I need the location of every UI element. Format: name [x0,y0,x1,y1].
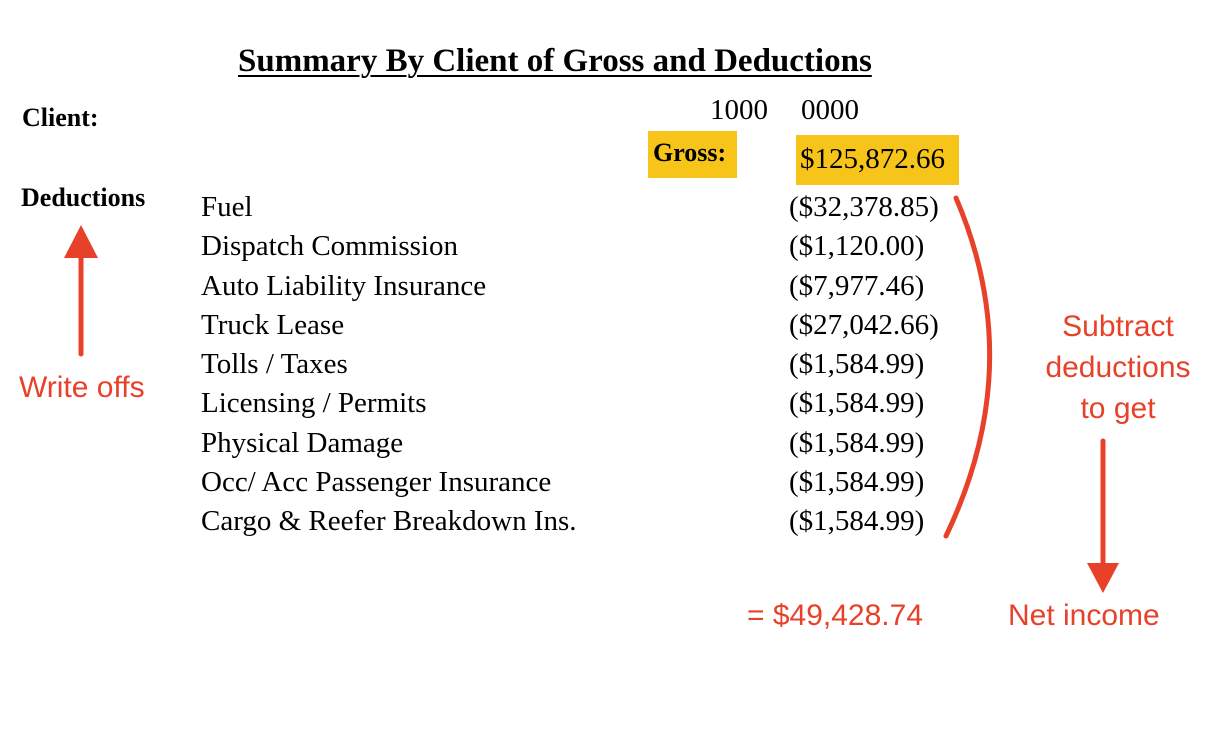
deduction-name: Cargo & Reefer Breakdown Ins. [201,505,577,538]
net-result-value: = $49,428.74 [747,599,924,632]
net-income-arrow-icon [1087,441,1119,593]
deduction-row-tolls-taxes [201,348,961,387]
deduction-name: Physical Damage [201,426,404,459]
deduction-row-fuel [201,191,961,230]
deduction-amount: ($1,584.99) [789,348,925,381]
subtract-note-line: Subtract [1062,310,1174,343]
deduction-amount: ($1,584.99) [789,426,925,459]
deduction-list [201,191,961,545]
deduction-name: Truck Lease [201,308,345,341]
deduction-amount: ($1,584.99) [789,505,925,538]
deduction-amount: ($27,042.66) [789,308,939,341]
deduction-amount: ($1,120.00) [789,230,925,263]
deduction-amount: ($1,584.99) [789,466,925,499]
deduction-amount: ($32,378.85) [789,191,939,223]
deduction-name: Licensing / Permits [201,387,427,420]
deduction-amount: ($1,584.99) [789,387,925,420]
subtract-note-line: to get [1080,392,1156,425]
write-offs-arrow-icon [64,225,98,354]
deduction-name: Dispatch Commission [201,230,458,263]
page-title: Summary By Client of Gross and Deductions [238,43,872,79]
deductions-label: Deductions [21,183,146,212]
deduction-amount: ($7,977.46) [789,269,925,302]
deduction-row-physical-damage [201,427,961,466]
client-label: Client: [22,103,99,132]
subtract-deductions-note [1030,306,1206,429]
client-code-secondary: 0000 [801,94,859,126]
deduction-name: Tolls / Taxes [201,348,348,381]
write-offs-note: Write offs [19,371,145,404]
subtract-note-line: deductions [1045,351,1191,384]
deduction-row-dispatch-commission [201,230,961,269]
deduction-row-truck-lease [201,309,961,348]
deduction-name: Fuel [201,191,253,223]
deduction-row-cargo-reefer [201,505,961,544]
deduction-name: Auto Liability Insurance [201,269,487,302]
deduction-row-passenger-insurance [201,466,961,505]
client-code-primary: 1000 [710,94,768,126]
deduction-row-licensing-permits [201,387,961,426]
deduction-row-auto-liability-insurance [201,270,961,309]
deduction-name: Occ/ Acc Passenger Insurance [201,466,552,499]
net-income-label: Net income [1008,599,1160,632]
gross-value: $125,872.66 [796,135,959,185]
gross-label: Gross: [648,131,737,178]
